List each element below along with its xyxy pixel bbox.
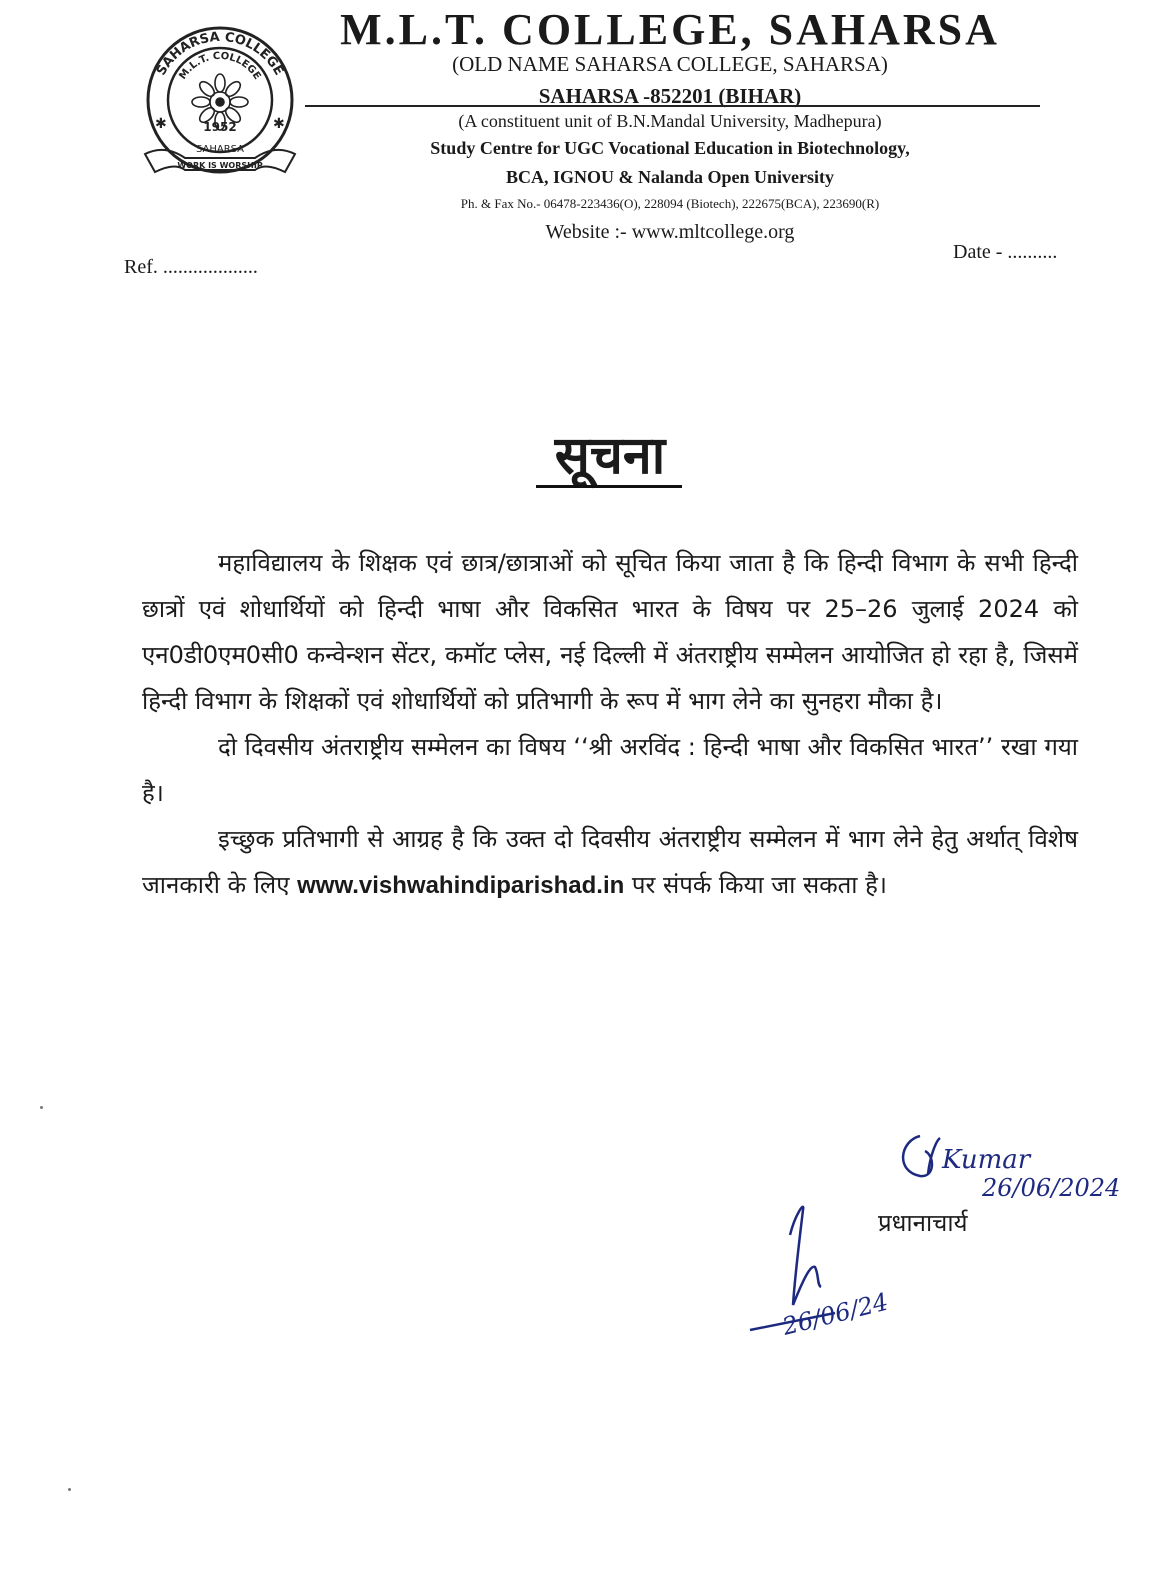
seal-year: 1952 — [203, 120, 237, 134]
seal-place: SAHARSA — [195, 144, 245, 155]
university-affiliation: (A constituent unit of B.N.Mandal University, Madhepura) — [458, 111, 882, 131]
paragraph-3-end: पर संपर्क किया जा सकता है। — [624, 871, 887, 899]
scan-speck — [40, 1106, 43, 1109]
signature-name: Kumar — [942, 1145, 1031, 1175]
college-address: SAHARSA -852201 (BIHAR) — [538, 84, 802, 108]
paragraph-3-text: इच्छुक प्रतिभागी से आग्रह है कि उक्त दो दिवसीय अंतराष्ट्रीय सम्मेलन में भाग लेने हेतु अर्थात् विशेष जानकारी के लिए — [142, 825, 1078, 899]
reference-number: Ref. ................... — [124, 256, 258, 278]
signature-date-1: 26/06/2024 — [982, 1174, 1121, 1202]
seal-star-right-icon: ✱ — [273, 116, 285, 132]
college-name: M.L.T. COLLEGE, SAHARSA — [340, 5, 1000, 54]
second-signature-icon — [745, 1195, 935, 1345]
programs-line: BCA, IGNOU & Nalanda Open University — [505, 167, 835, 187]
parishad-website-link[interactable]: www.vishwahindiparishad.in — [297, 872, 625, 899]
principal-designation: प्रधानाचार्य — [878, 1209, 968, 1237]
notice-title: सूचना — [554, 426, 666, 486]
signature-date-2: 26/06/24 — [779, 1287, 892, 1341]
college-old-name: (OLD NAME SAHARSA COLLEGE, SAHARSA) — [452, 52, 888, 76]
seal-motto: WORK IS WORSHIP — [177, 161, 263, 170]
letter-date: Date - .......... — [953, 241, 1058, 263]
notice-title-underline — [536, 485, 682, 488]
notice-paragraph-2: दो दिवसीय अंतराष्ट्रीय सम्मेलन का विषय ‘‘श्री अरविंद : हिन्दी भाषा और विकसित भारत’’ रखा गया है। — [142, 733, 1078, 807]
college-seal-icon — [135, 12, 305, 182]
notice-body — [142, 540, 1078, 909]
scan-speck — [68, 1488, 71, 1491]
principal-signature-icon — [890, 1126, 1130, 1206]
header-divider — [305, 105, 1040, 107]
phone-fax: Ph. & Fax No.- 06478-223436(O), 228094 (Biotech), 222675(BCA), 223690(R) — [460, 196, 880, 211]
seal-top-text: SAHARSA COLLEGE — [153, 29, 287, 79]
seal-star-left-icon: ✱ — [155, 116, 167, 132]
college-website: Website :- www.mltcollege.org — [545, 221, 795, 243]
seal-inner-text: M.L.T. COLLEGE — [177, 50, 263, 82]
notice-paragraph-3 — [142, 816, 1078, 909]
notice-paragraph-1: महाविद्यालय के शिक्षक एवं छात्र/छात्राओं को सूचित किया जाता है कि हिन्दी विभाग के सभी हिन्दी छात्रों एवं शोधार्थियों को हिन्दी भाषा और विकसित भारत के विषय पर 25–26 जुलाई 2024 को एन0डी0एम0सी0 कन्वेन्शन सेंटर, कमॉट प्लेस, नई दिल्ली में अंतराष्ट्रीय सम्मेलन आयोजित हो रहा है, जिसमें हिन्दी विभाग के शिक्षकों एवं शोधार्थियों को प्रतिभागी के रूप में भाग लेने का सुनहरा मौका है। — [142, 549, 1078, 715]
study-centre: Study Centre for UGC Vocational Education in Biotechnology, — [430, 138, 910, 158]
svg-text:M.L.T. COLLEGE — [177, 51, 262, 82]
